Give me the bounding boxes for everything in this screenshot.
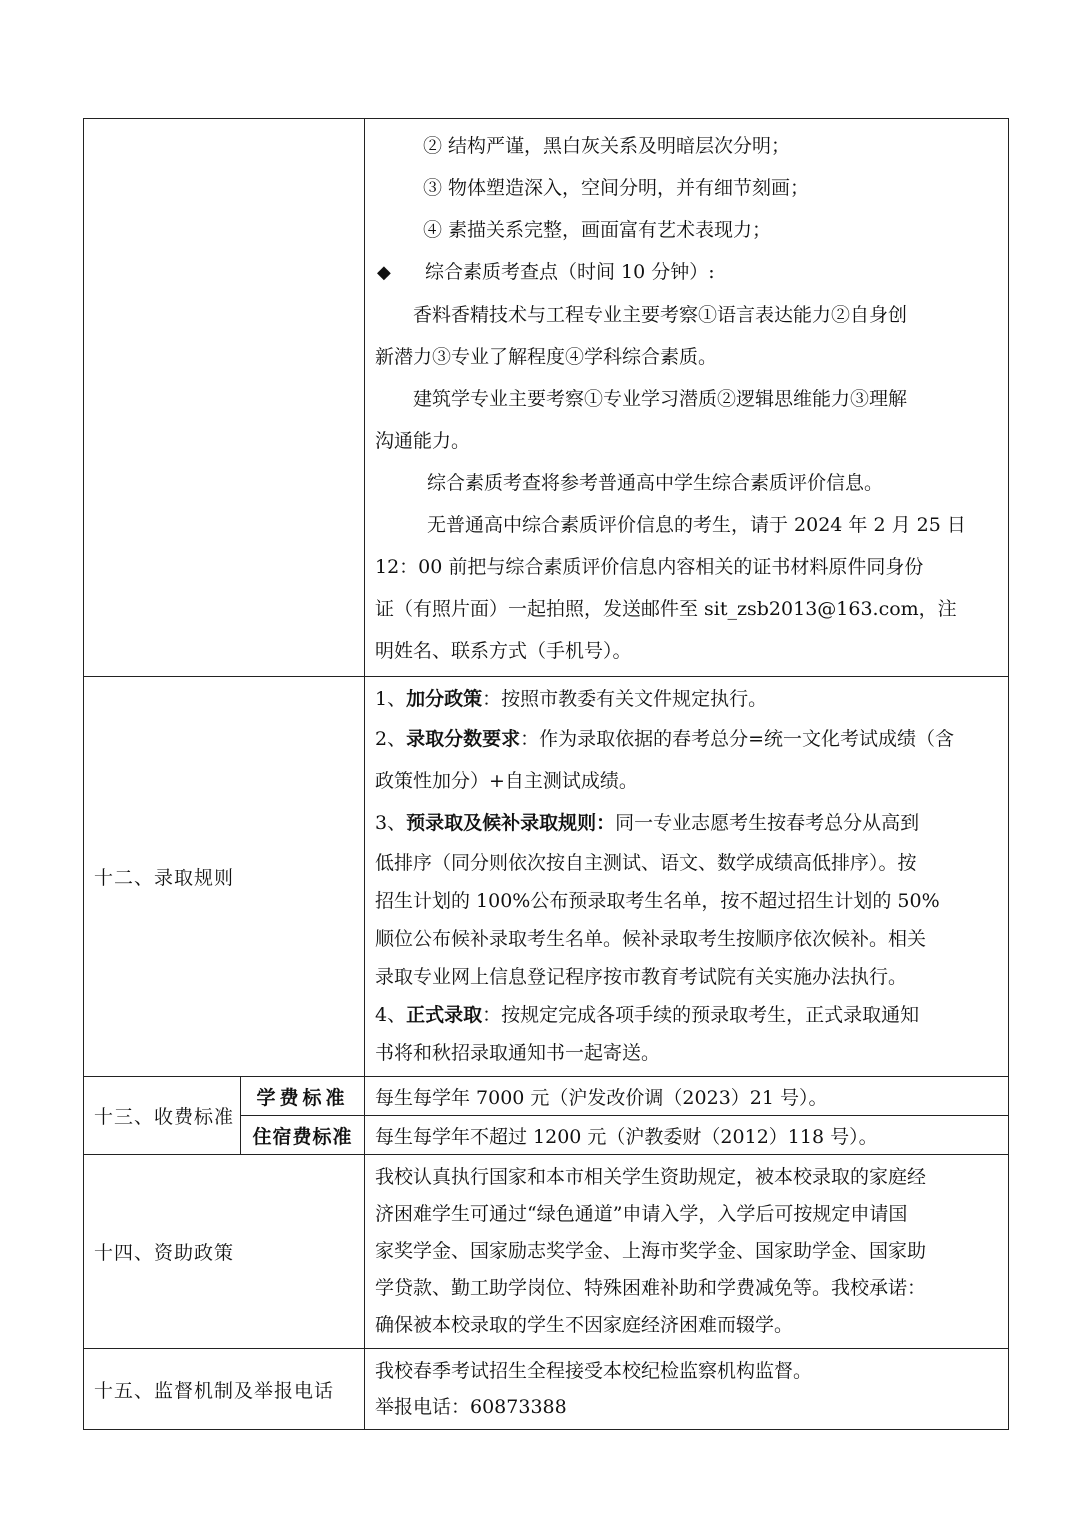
rule-2-title: 录取分数要求 bbox=[406, 728, 521, 750]
report-phone: 举报电话：60873388 bbox=[375, 1396, 567, 1418]
section-11-content bbox=[365, 119, 1009, 677]
paragraph-no-info-line-4: 明姓名、联系方式（手机号）。 bbox=[375, 640, 632, 662]
section-14-label: 十四、资助政策 bbox=[84, 1155, 365, 1349]
section-15-content bbox=[365, 1349, 1009, 1430]
section-12-label: 十二、录取规则 bbox=[84, 677, 365, 1077]
section-15-row bbox=[84, 1349, 1009, 1430]
criteria-item-4: ④ 素描关系完整，画面富有艺术表现力； bbox=[423, 219, 772, 241]
paragraph-reference: 综合素质考查将参考普通高中学生综合素质评价信息。 bbox=[427, 472, 884, 494]
section-15-label: 十五、监督机制及举报电话 bbox=[84, 1349, 365, 1430]
paragraph-no-info-line-3: 证（有照片面）一起拍照，发送邮件至 sit_zsb2013@163.com，注 bbox=[375, 598, 957, 620]
criteria-item-2: ② 结构严谨，黑白灰关系及明暗层次分明； bbox=[423, 135, 791, 157]
dorm-fee-value: 每生每学年不超过 1200 元（沪教委财（2012）118 号）。 bbox=[365, 1116, 1009, 1155]
paragraph-architecture-line-1: 建筑学专业主要考察①专业学习潜质②逻辑思维能力③理解 bbox=[413, 388, 908, 410]
rule-4-title: 正式录取 bbox=[406, 1004, 483, 1026]
section-12-content bbox=[365, 677, 1009, 1077]
rule-1: 1、加分政策：按照市教委有关文件规定执行。 bbox=[375, 688, 768, 710]
section-13-row-tuition bbox=[84, 1077, 1009, 1116]
rule-3-line-1: 3、预录取及候补录取规则：同一专业志愿考生按春考总分从高到 bbox=[375, 812, 920, 834]
section-14-content bbox=[365, 1155, 1009, 1349]
rule-2-line-2: 政策性加分）+自主测试成绩。 bbox=[375, 770, 638, 792]
tuition-value: 每生每学年 7000 元（沪发改价调（2023）21 号）。 bbox=[365, 1077, 1009, 1116]
rule-3-line-3: 招生计划的 100%公布预录取考生名单，按不超过招生计划的 50% bbox=[375, 890, 940, 912]
criteria-item-3: ③ 物体塑造深入，空间分明，并有细节刻画； bbox=[423, 177, 810, 199]
paragraph-no-info-line-2: 12：00 前把与综合素质评价信息内容相关的证书材料原件同身份 bbox=[375, 556, 924, 578]
paragraph-fragrance-line-1: 香料香精技术与工程专业主要考察①语言表达能力②自身创 bbox=[413, 304, 908, 326]
supervision-statement: 我校春季考试招生全程接受本校纪检监察机构监督。 bbox=[375, 1360, 813, 1382]
rule-3-line-5: 录取专业网上信息登记程序按市教育考试院有关实施办法执行。 bbox=[375, 966, 908, 988]
paragraph-fragrance-line-2: 新潜力③专业了解程度④学科综合素质。 bbox=[375, 346, 718, 368]
rule-4-line-1: 4、正式录取：按规定完成各项手续的预录取考生，正式录取通知 bbox=[375, 1004, 920, 1026]
dorm-fee-label: 住宿费标准 bbox=[241, 1116, 365, 1155]
bullet-line bbox=[375, 251, 998, 294]
aid-line-5: 确保被本校录取的学生不因家庭经济困难而辍学。 bbox=[375, 1314, 794, 1336]
aid-line-3: 家奖学金、国家励志奖学金、上海市奖学金、国家助学金、国家助 bbox=[375, 1240, 927, 1262]
aid-line-2: 济困难学生可通过“绿色通道”申请入学，入学后可按规定申请国 bbox=[375, 1203, 908, 1225]
rule-1-title: 加分政策 bbox=[406, 688, 483, 710]
aid-line-1: 我校认真执行国家和本市相关学生资助规定，被本校录取的家庭经 bbox=[375, 1166, 927, 1188]
tuition-label: 学费标准 bbox=[241, 1077, 365, 1116]
paragraph-no-info-line-1: 无普通高中综合素质评价信息的考生，请于 2024 年 2 月 25 日 bbox=[427, 514, 966, 536]
admission-table bbox=[83, 118, 1009, 1430]
rule-3-line-2: 低排序（同分则依次按自主测试、语文、数学成绩高低排序）。按 bbox=[375, 852, 917, 874]
section-14-row bbox=[84, 1155, 1009, 1349]
section-11-row bbox=[84, 119, 1009, 677]
paragraph-architecture-line-2: 沟通能力。 bbox=[375, 430, 471, 452]
section-13-label: 十三、收费标准 bbox=[84, 1077, 241, 1155]
section-12-row bbox=[84, 677, 1009, 1077]
bullet-heading: 综合素质考查点（时间 10 分钟）: bbox=[425, 261, 715, 283]
rule-2-line-1: 2、录取分数要求：作为录取依据的春考总分=统一文化考试成绩（含 bbox=[375, 728, 955, 750]
aid-line-4: 学贷款、勤工助学岗位、特殊困难补助和学费减免等。我校承诺： bbox=[375, 1277, 927, 1299]
rule-3-line-4: 顺位公布候补录取考生名单。候补录取考生按顺序依次候补。相关 bbox=[375, 928, 927, 950]
rule-4-line-2: 书将和秋招录取通知书一起寄送。 bbox=[375, 1042, 661, 1064]
diamond-bullet-icon: ◆ bbox=[377, 262, 391, 283]
rule-3-title: 预录取及候补录取规则： bbox=[406, 812, 616, 834]
section-11-label-cell bbox=[84, 119, 365, 677]
